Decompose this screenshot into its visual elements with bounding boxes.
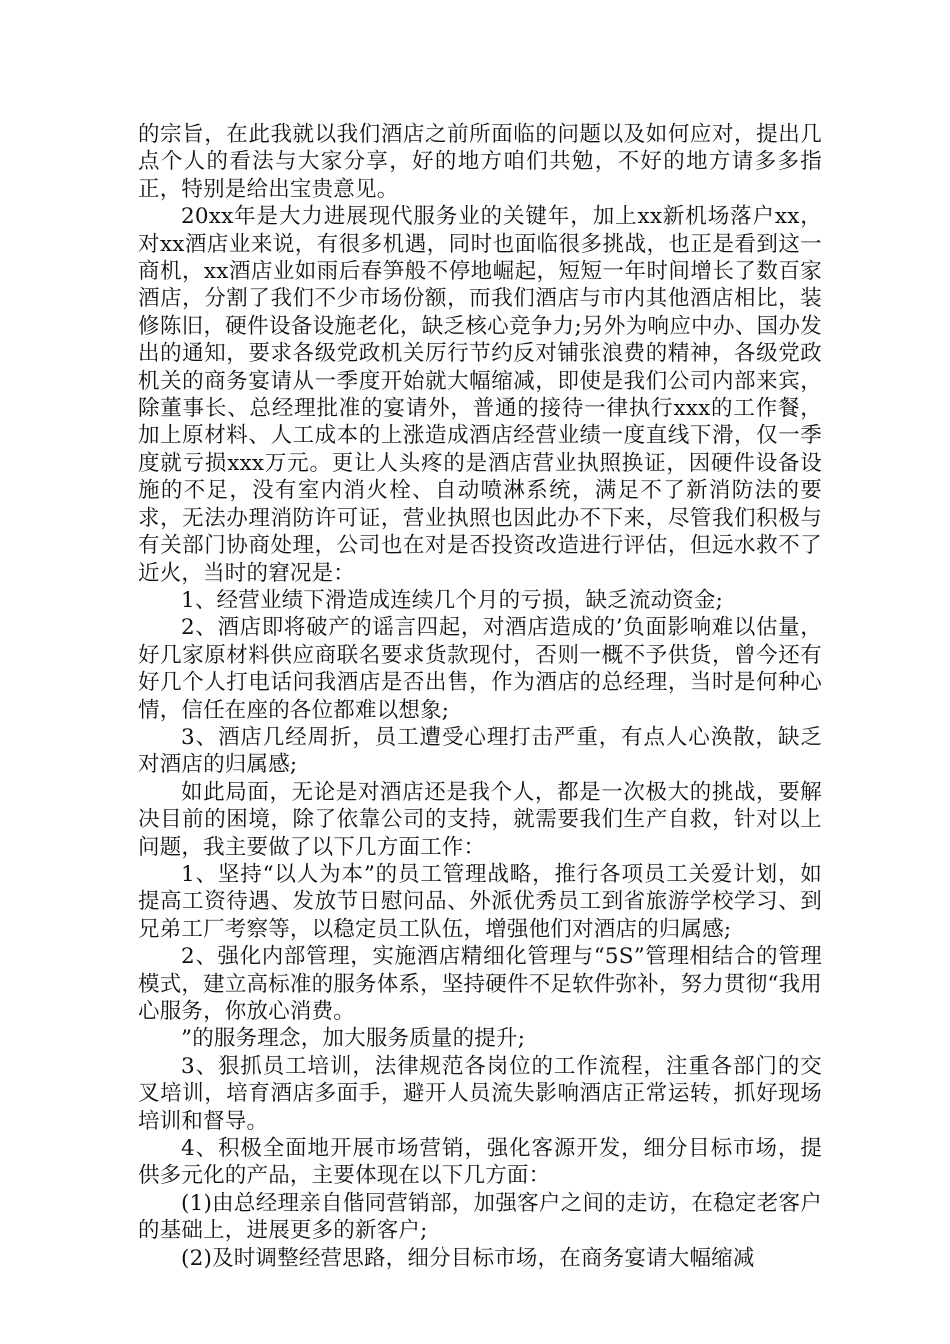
document-body: [138, 121, 822, 1272]
paragraph-sub-1: (1)由总经理亲自偕同营销部，加强客户之间的走访，在稳定老客户的基础上，进展更多的新客户;: [138, 1190, 822, 1244]
paragraph-problem-3: 3、酒店几经周折，员工遭受心理打击严重，有点人心涣散，缺乏对酒店的归属感;: [138, 724, 822, 778]
paragraph-measure-2: 2、强化内部管理，实施酒店精细化管理与“5S”管理相结合的管理模式，建立高标准的服务体系，坚持硬件不足软件弥补，努力贯彻“我用心服务，你放心消费。: [138, 944, 822, 1024]
paragraph-measure-2-cont: ”的服务理念，加大服务质量的提升;: [181, 1026, 526, 1052]
paragraph-sub-2: (2)及时调整经营思路，细分目标市场，在商务宴请大幅缩减: [181, 1245, 755, 1271]
paragraph-measure-3: 3、狠抓员工培训，法律规范各岗位的工作流程，注重各部门的交叉培训，培育酒店多面手，避开人员流失影响酒店正常运转，抓好现场培训和督导。: [138, 1053, 822, 1134]
paragraph-measure-1: 1、坚持“以人为本”的员工管理战略，推行各项员工关爱计划，如提高工资待遇、发放节日慰问品、外派优秀员工到省旅游学校学习、到兄弟工厂考察等，以稳定员工队伍，增强他们对酒店的归属感;: [138, 861, 822, 942]
paragraph-problem-1: 1、经营业绩下滑造成连续几个月的亏损，缺乏流动资金;: [181, 587, 724, 613]
paragraph-challenge: 如此局面，无论是对酒店还是我个人，都是一次极大的挑战，要解决目前的困境，除了依靠公司的支持，就需要我们生产自救，针对以上问题，我主要做了以下几方面工作：: [138, 779, 822, 860]
paragraph-background: 20xx年是大力进展现代服务业的关键年，加上xx新机场落户xx，对xx酒店业来说，有很多机遇，同时也面临很多挑战，也正是看到这一商机，xx酒店业如雨后春笋般不停地崛起，短短一年时间增长了数百家酒店，分割了我们不少市场份额，而我们酒店与市内其他酒店相比，装修陈旧，硬件设备设施老化，缺乏核心竞争力;另外为响应中办、国办发出的通知，要求各级党政机关厉行节约反对铺张浪费的精神，各级党政机关的商务宴请从一季度开始就大幅缩减，即使是我们公司内部来宾，除董事长、总经理批准的宴请外，普通的接待一律执行xxx的工作餐，加上原材料、人工成本的上涨造成酒店经营业绩一度直线下滑，仅一季度就亏损xxx万元。更让人头疼的是酒店营业执照换证，因硬件设备设施的不足，没有室内消火栓、自动喷淋系统，满足不了新消防法的要求，无法办理消防许可证，营业执照也因此办不下来，尽管我们积极与有关部门协商处理，公司也在对是否投资改造进行评估，但远水救不了近火，当时的窘况是：: [138, 204, 822, 586]
paragraph-measure-4: 4、积极全面地开展市场营销，强化客源开发，细分目标市场，提供多元化的产品，主要体现在以下几方面：: [138, 1136, 822, 1189]
paragraph-intro: 的宗旨，在此我就以我们酒店之前所面临的问题以及如何应对，提出几点个人的看法与大家分享，好的地方咱们共勉，不好的地方请多多指正，特别是给出宝贵意见。: [138, 122, 822, 202]
paragraph-problem-2: 2、酒店即将破产的谣言四起，对酒店造成的’负面影响难以估量，好几家原材料供应商联名要求货款现付，否则一概不予供货，曾今还有好几个人打电话问我酒店是否出售，作为酒店的总经理，当时是何种心情，信任在座的各位都难以想象;: [138, 615, 822, 723]
